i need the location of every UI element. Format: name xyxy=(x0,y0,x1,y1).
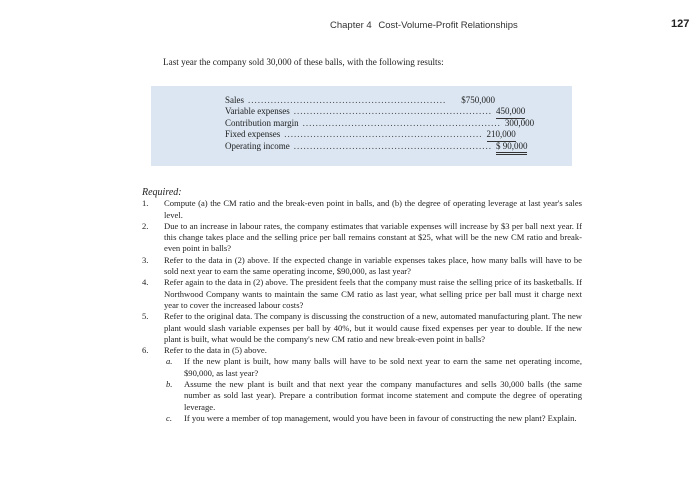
chapter-label: Chapter 4 xyxy=(330,20,372,31)
question-1 xyxy=(142,198,582,221)
question-3 xyxy=(142,255,582,278)
question-2 xyxy=(142,221,582,255)
row-value: 210,000 xyxy=(487,129,516,141)
row-value: $ 90,000 xyxy=(496,141,528,155)
page-number: 127 xyxy=(671,18,690,30)
question-number: 2. xyxy=(142,220,149,231)
subquestion-letter: b. xyxy=(166,379,173,390)
question-text: Refer to the data in (2) above. If the expected change in variable expenses takes place, how many balls will have to be sold next year to earn the same operating income, $90,000, as last year? xyxy=(164,254,582,277)
question-6 xyxy=(142,345,582,356)
question-number: 4. xyxy=(142,277,149,288)
leader-dots: ............................................................. xyxy=(302,117,501,128)
row-value: 300,000 xyxy=(504,117,535,128)
operating-income-row xyxy=(225,140,528,152)
row-label: Contribution margin xyxy=(225,117,299,128)
leader-dots: ............................................................. xyxy=(248,95,447,105)
income-statement-box xyxy=(151,86,572,166)
row-label: Fixed expenses xyxy=(225,129,281,140)
question-text: Compute (a) the CM ratio and the break-even point in balls, and (b) the degree of operating leverage at last year's sales level. xyxy=(164,198,582,220)
subquestion-c xyxy=(164,413,582,424)
row-label: Operating income xyxy=(225,140,290,151)
leader-dots: ............................................................. xyxy=(284,129,483,140)
contribution-margin-row xyxy=(225,117,535,129)
chapter-title: Cost-Volume-Profit Relationships xyxy=(378,20,518,31)
subquestion-text: If the new plant is built, how many balls will have to be sold next year to earn the same net operating income, $90,000, as last year? xyxy=(184,356,582,378)
question-text: Refer to the original data. The company is discussing the construction of a new, automated manufacturing plant. The new plant would slash variable expenses per ball by 40%, but it would cause fixed expenses per year to double. If the new plant is built, what would be the company's new CM ratio and new break-even point in balls? xyxy=(164,311,582,344)
question-number: 3. xyxy=(142,254,149,265)
leader-dots: ............................................................. xyxy=(293,140,492,151)
row-value: 450,000 xyxy=(496,106,525,118)
question-text: Refer again to the data in (2) above. The president feels that the company must raise the selling price of its basketballs. If Northwood Company wants to maintain the same CM ratio as last year, what selling price per ball must it charge next year to cover the increased labour costs? xyxy=(164,277,582,310)
subquestion-b xyxy=(164,379,582,413)
subquestion-letter: a. xyxy=(166,356,173,367)
question-5 xyxy=(142,311,582,345)
leader-dots: ............................................................. xyxy=(293,106,492,117)
required-heading: Required: xyxy=(142,187,182,198)
subquestion-letter: c. xyxy=(166,412,172,423)
question-number: 6. xyxy=(142,345,149,356)
running-header xyxy=(330,20,518,31)
variable-expenses-row xyxy=(225,106,526,117)
question-4 xyxy=(142,277,582,311)
sales-row xyxy=(225,95,495,106)
question-number: 5. xyxy=(142,311,149,322)
required-section xyxy=(142,187,582,424)
subquestion-text: Assume the new plant is built and that next year the company manufactures and sells 30,000 balls (the same number as sold last year). Prepare a contribution format income statement and compute the degree of operating leverage. xyxy=(184,379,582,412)
row-value: $750,000 xyxy=(461,95,495,105)
row-label: Variable expenses xyxy=(225,106,290,117)
intro-paragraph: Last year the company sold 30,000 of these balls, with the following results: xyxy=(163,57,444,67)
question-text: Refer to the data in (5) above. xyxy=(164,345,267,356)
row-label: Sales xyxy=(225,95,244,105)
question-number: 1. xyxy=(142,198,149,209)
question-text: Due to an increase in labour rates, the company estimates that variable expenses will increase by $3 per ball next year. If this change takes place and the selling price per ball remains constant at $25, what will be the new CM ratio and break-even point in balls? xyxy=(164,220,582,254)
income-statement-table xyxy=(225,95,535,152)
subquestion-text: If you were a member of top management, would you have been in favour of constructing the new plant? Explain. xyxy=(184,412,577,423)
fixed-expenses-row xyxy=(225,129,516,140)
subquestion-a xyxy=(164,356,582,379)
